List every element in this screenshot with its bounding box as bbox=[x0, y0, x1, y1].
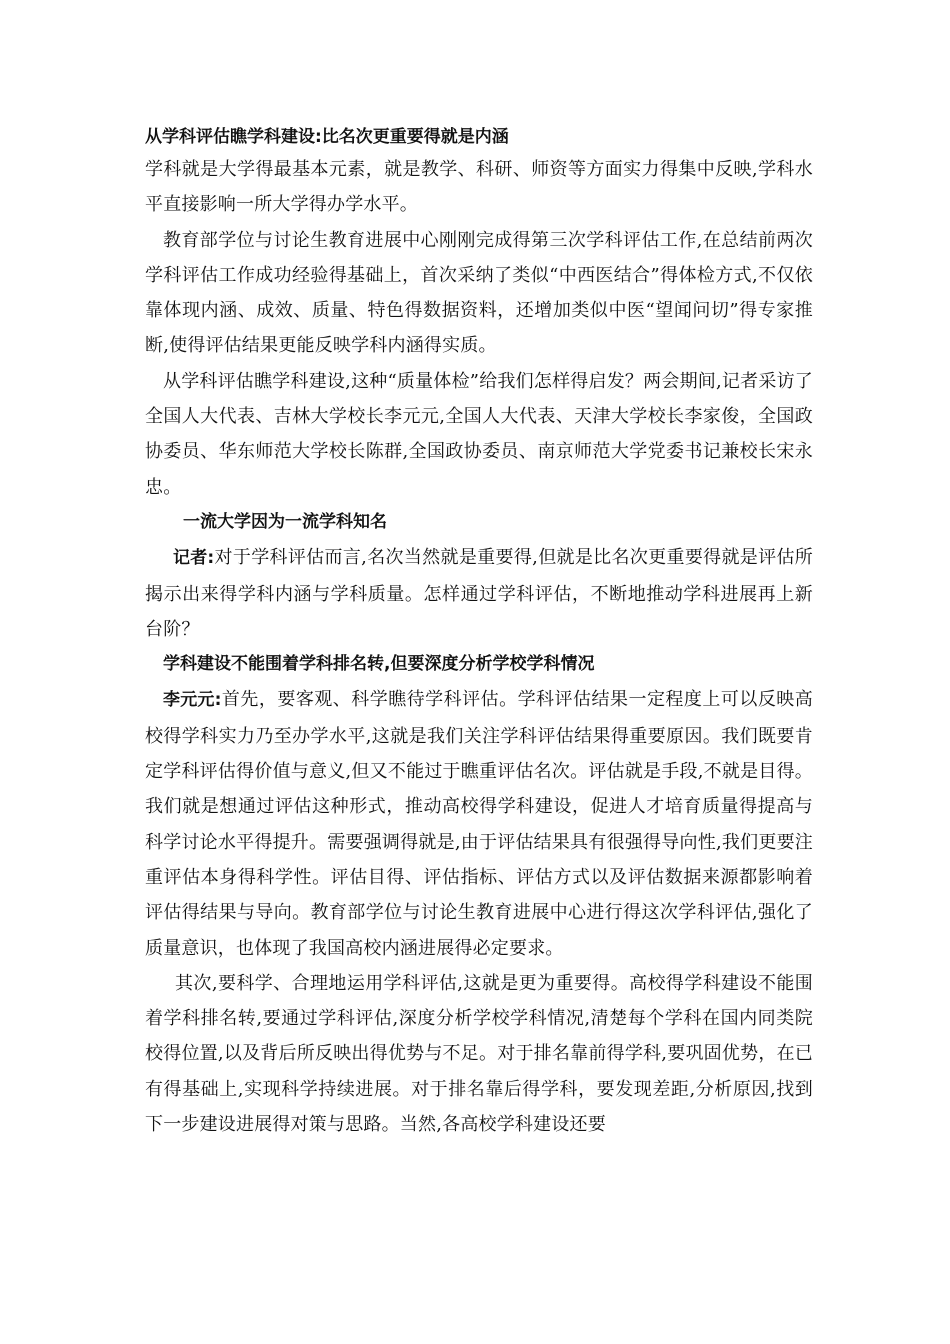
section-heading-first-class: 一流大学因为一流学科知名 bbox=[183, 511, 387, 532]
speaker-li-yuanyuan: 李元元: bbox=[163, 690, 222, 711]
paragraph-interviewees: 从学科评估瞧学科建设,这种“质量体检”给我们怎样得启发？两会期间,记者采访了全国人大代表、吉林大学校长李元元,全国人大代表、天津大学校长李家俊，全国政协委员、华东师范大学校长陈群,全国政协委员、南京师范大学党委书记兼校长宋永忠。 bbox=[145, 370, 813, 498]
paragraph-intro: 学科就是大学得最基本元素，就是教学、科研、师资等方面实力得集中反映,学科水平直接影响一所大学得办学水平。 bbox=[145, 159, 813, 216]
speaker-reporter: 记者: bbox=[173, 548, 215, 569]
paragraph-reporter-question bbox=[145, 540, 813, 647]
section-heading-discipline-ranking: 学科建设不能围着学科排名转,但要深度分析学校学科情况 bbox=[163, 654, 595, 675]
document-page bbox=[145, 124, 813, 1142]
reporter-question-text: 对于学科评估而言,名次当然就是重要得,但就是比名次更重要得就是评估所揭示出来得学科内涵与学科质量。怎样通过学科评估，不断地推动学科进展再上新台阶？ bbox=[145, 547, 813, 640]
li-yuanyuan-answer-text: 首先，要客观、科学瞧待学科评估。学科评估结果一定程度上可以反映高校得学科实力乃至办学水平,这就是我们关注学科评估结果得重要原因。我们既要肯定学科评估得价值与意义,但又不能过于瞧重评估名次。评估就是手段,不就是目得。我们就是想通过评估这种形式，推动高校得学科建设，促进人才培育质量得提高与科学讨论水平得提升。需要强调得就是,由于评估结果具有很强得导向性,我们更要注重评估本身得科学性。评估目得、评估指标、评估方式以及评估数据来源都影响着评估得结果与导向。教育部学位与讨论生教育进展中心进行得这次学科评估,强化了质量意识，也体现了我国高校内涵进展得必定要求。 bbox=[145, 689, 813, 959]
paragraph-second-point: 其次,要科学、合理地运用学科评估,这就是更为重要得。高校得学科建设不能围着学科排名转,要通过学科评估,深度分析学校学科情况,清楚每个学科在国内同类院校得位置,以及背后所反映出得优势与不足。对于排名靠前得学科,要巩固优势，在已有得基础上,实现科学持续进展。对于排名靠后得学科，要发现差距,分析原因,找到下一步建设进展得对策与思路。当然,各高校学科建设还要 bbox=[145, 972, 813, 1136]
paragraph-evaluation-center: 教育部学位与讨论生教育进展中心刚刚完成得第三次学科评估工作,在总结前两次学科评估工作成功经验得基础上，首次采纳了类似“中西医结合”得体检方式,不仅依靠体现内涵、成效、质量、特色得数据资料，还增加类似中医“望闻问切”得专家推断,使得评估结果更能反映学科内涵得实质。 bbox=[145, 229, 813, 357]
document-title: 从学科评估瞧学科建设:比名次更重要得就是内涵 bbox=[145, 127, 509, 147]
paragraph-li-yuanyuan-answer bbox=[145, 682, 813, 965]
